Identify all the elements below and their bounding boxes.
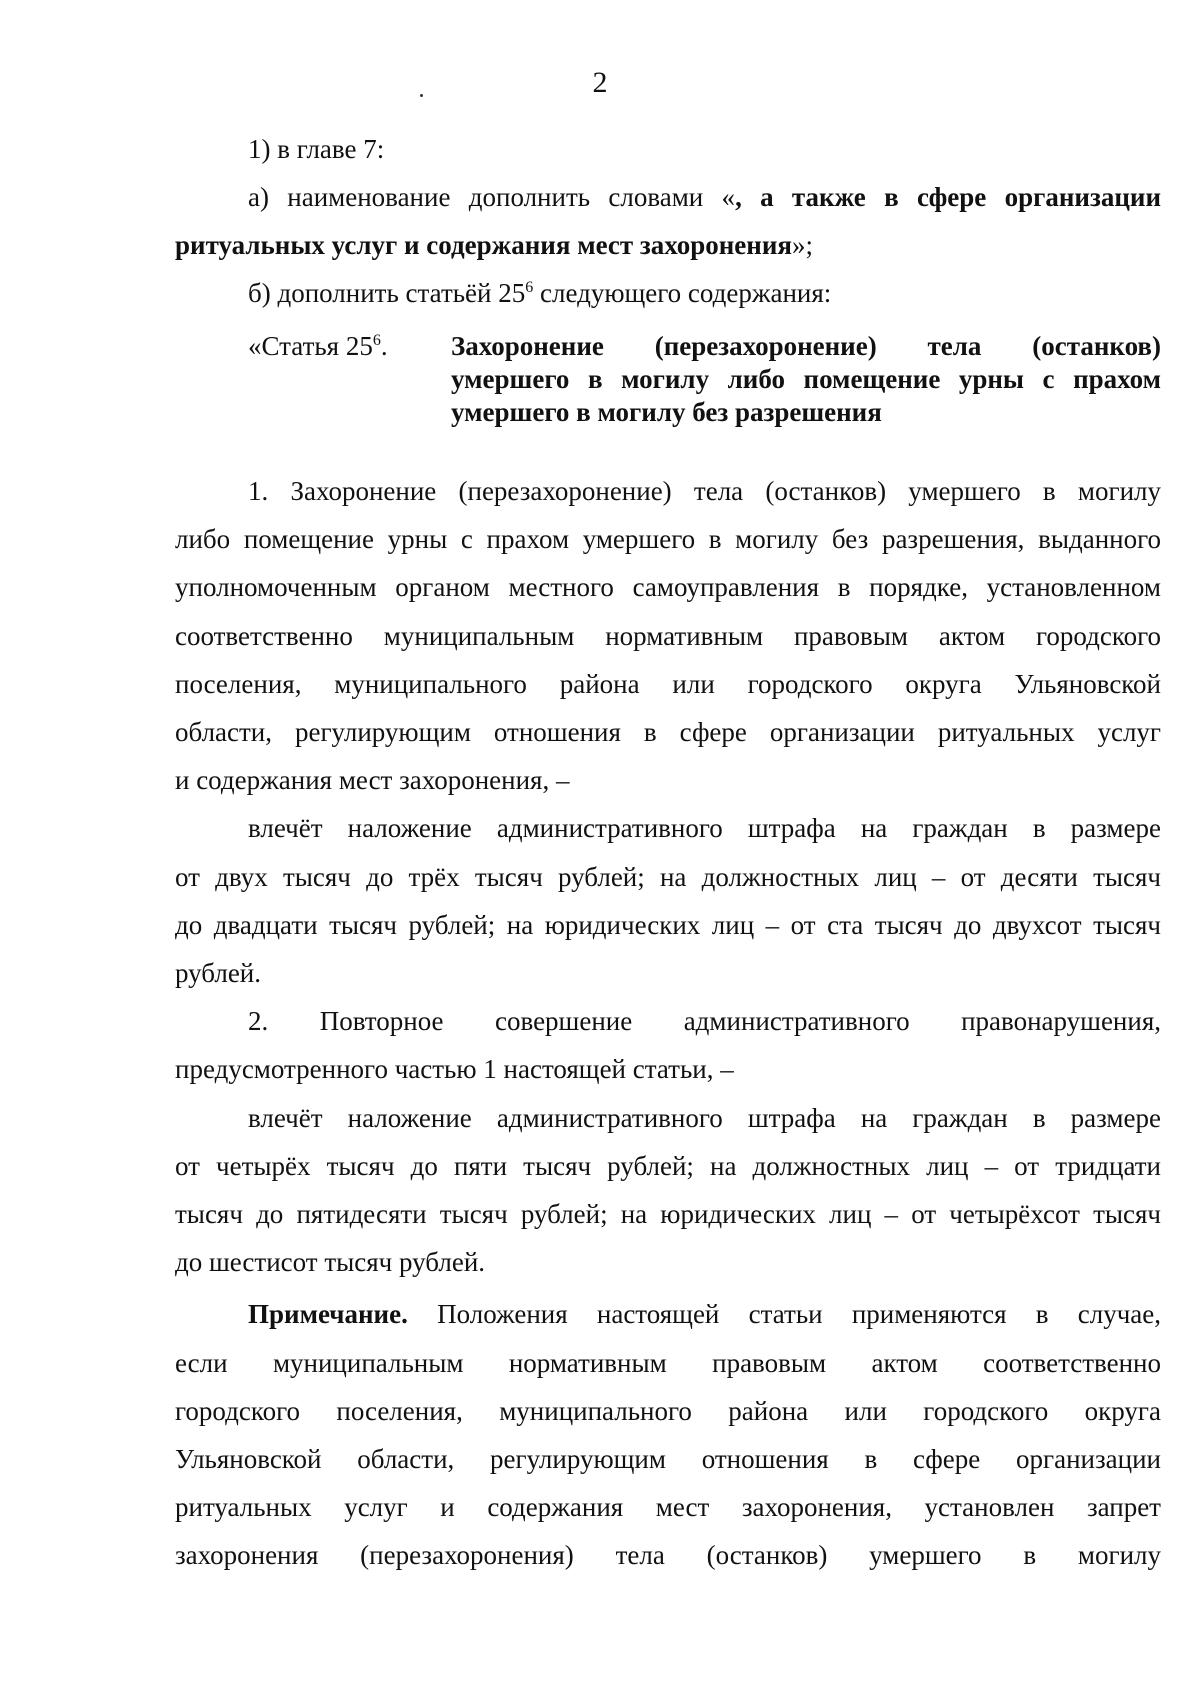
item-b: б) дополнить статьёй $25^6$ следующего содержания: [248,278,832,308]
item-a-line-1: а) наименование дополнить словами «, а также в сфере организации [248,182,1161,212]
body-line: до двадцати тысяч рублей; на юридических лиц – от ста тысяч до двухсот тысяч [175,910,1161,940]
note-line-1: Примечание. Положения настоящей статьи применяются в случае, [248,1299,1161,1329]
body-line: от двух тысяч до трёх тысяч рублей; на должностных лиц – от десяти тысяч [175,862,1161,892]
body-line: соответственно муниципальным нормативным правовым актом городского [175,621,1161,651]
body-line: 1. Захоронение (перезахоронение) тела (останков) умершего в могилу [248,476,1161,506]
note-line: захоронения (перезахоронения) тела (останков) умершего в могилу [175,1540,1161,1570]
body-line: до шестисот тысяч рублей. [175,1247,486,1277]
note-line: городского поселения, муниципального района или городского округа [175,1396,1161,1426]
article-title-line-1: Захоронение (перезахоронение) тела (останков) [451,331,1161,361]
page-number: 2 [592,66,608,99]
note-label: Примечание. [248,1299,408,1329]
article-title [451,330,1161,429]
body-line: от четырёх тысяч до пяти тысяч рублей; на должностных лиц – от тридцати [175,1151,1161,1181]
body-line: 2. Повторное совершение административного правонарушения, [248,1006,1161,1036]
scan-speck [420,94,423,97]
body-line: области, регулирующим отношения в сфере организации ритуальных услуг [175,717,1161,747]
article-label: «Статья $25^6$. [248,331,388,361]
item-a-line-2: ритуальных услуг и содержания мест захоронения»; [175,230,814,260]
body-line: поселения, муниципального района или городского округа Ульяновской [175,669,1161,699]
body-line: предусмотренного частью 1 настоящей статьи, – [175,1054,734,1084]
article-title-line-3: умершего в могилу без разрешения [451,397,882,427]
body-line: и содержания мест захоронения, – [175,765,570,795]
note-line: если муниципальным нормативным правовым актом соответственно [175,1348,1161,1378]
article-title-line-2: умершего в могилу либо помещение урны с прахом [451,364,1161,394]
body-line: влечёт наложение административного штрафа на граждан в размере [248,813,1161,843]
note-line: Ульяновской области, регулирующим отношения в сфере организации [175,1444,1161,1474]
body-line: влечёт наложение административного штрафа на граждан в размере [248,1103,1161,1133]
body-line: либо помещение урны с прахом умершего в могилу без разрешения, выданного [175,524,1161,554]
note-line: ритуальных услуг и содержания мест захоронения, установлен запрет [175,1492,1161,1522]
body-line: тысяч до пятидесяти тысяч рублей; на юридических лиц – от четырёхсот тысяч [175,1199,1161,1229]
body-line: уполномоченным органом местного самоуправления в порядке, установленном [175,572,1161,602]
body-line: рублей. [175,958,262,988]
item-1: 1) в главе 7: [248,134,385,164]
